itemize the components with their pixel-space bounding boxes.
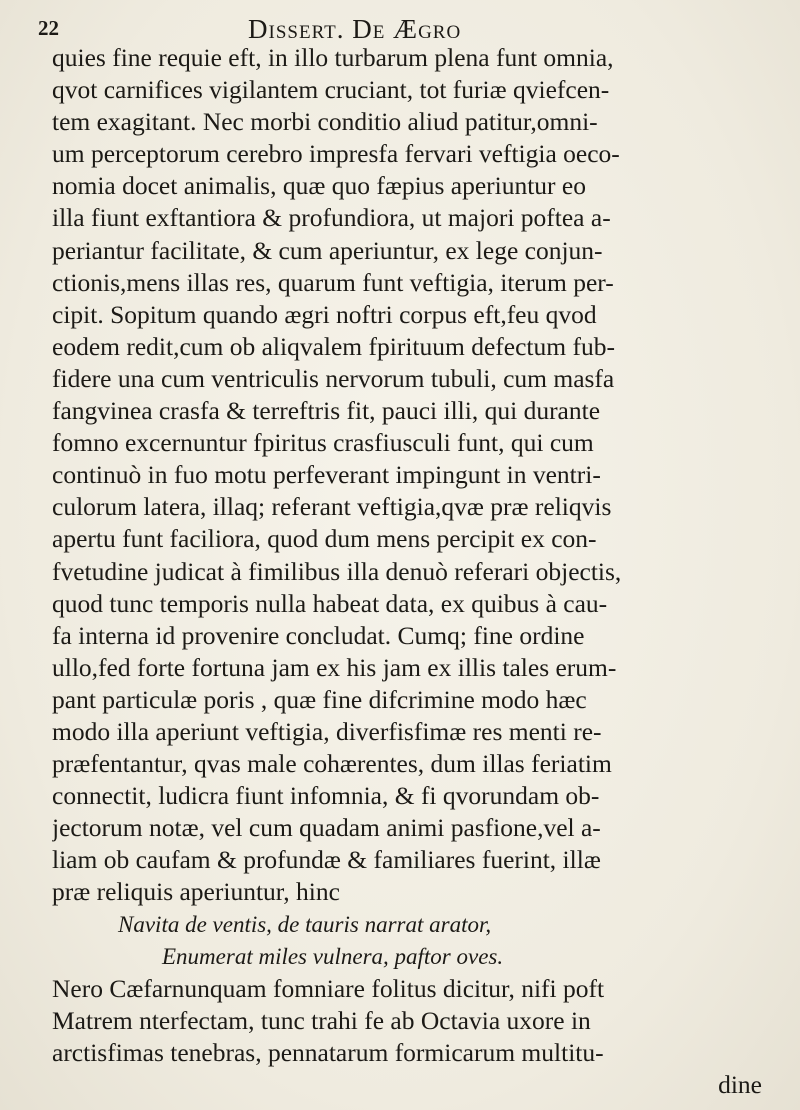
text-line: fidere una cum ventriculis nervorum tubuli, cum masfa xyxy=(52,363,615,393)
body-text xyxy=(52,42,792,1101)
text-line: fomno excernuntur fpiritus crasfiusculi funt, qui cum xyxy=(52,428,594,458)
text-line: jectorum notæ, vel cum quadam animi pasfione,vel a- xyxy=(52,813,601,843)
text-line: culorum latera, illaq; referant veftigia,qvæ præ reliqvis xyxy=(52,492,612,522)
text-line: quod tunc temporis nulla habeat data, ex quibus à cau- xyxy=(52,588,608,618)
text-line: dine xyxy=(718,1070,762,1099)
text-line: periantur facilitate, & cum aperiuntur, ex lege conjun- xyxy=(52,235,603,265)
text-line: cipit. Sopitum quando ægri noftri corpus eft,feu qvod xyxy=(52,299,597,329)
text-line: arctisfimas tenebras, pennatarum formicarum multitu- xyxy=(52,1037,604,1067)
text-line: Nero Cæfarnunquam fomniare folitus dicitur, nifi poft xyxy=(52,973,605,1003)
text-line: fa interna id provenire concludat. Cumq; fine ordine xyxy=(52,620,585,650)
text-line: ullo,fed forte fortuna jam ex his jam ex illis tales erum- xyxy=(52,652,617,682)
text-line: apertu funt faciliora, quod dum mens percipit ex con- xyxy=(52,524,597,554)
header-title: Dissert. De Ægro xyxy=(248,14,462,44)
text-line: connectit, ludicra fiunt infomnia, & fi qvorundam ob- xyxy=(52,781,600,811)
text-line: fvetudine judicat à fimilibus illa denuò referari objectis, xyxy=(52,556,622,586)
text-line: fangvinea crasfa & terreftris fit, pauci illi, qui durante xyxy=(52,396,601,426)
page-number: 22 xyxy=(38,16,59,40)
text-line: um perceptorum cerebro impresfa fervari veftigia oeco- xyxy=(52,139,620,169)
text-line: liam ob caufam & profundæ & familiares fuerint, illæ xyxy=(52,845,601,875)
text-line: Matrem nterfectam, tunc trahi fe ab Octavia uxore in xyxy=(52,1005,591,1035)
verse-line: Navita de ventis, de tauris narrat arator, xyxy=(118,911,492,937)
text-line: tem exagitant. Nec morbi conditio aliud patitur,omni- xyxy=(52,107,598,137)
text-line: eodem redit,cum ob aliqvalem fpirituum defectum fub- xyxy=(52,331,615,361)
text-line: qvot carnifices vigilantem cruciant, tot furiæ qviefcen- xyxy=(52,75,610,105)
text-line: illa fiunt exftantiora & profundiora, ut majori poftea a- xyxy=(52,203,611,233)
verse-line: Enumerat miles vulnera, paftor oves. xyxy=(162,943,504,969)
text-line: nomia docet animalis, quæ quo fæpius aperiuntur eo xyxy=(52,171,586,201)
running-head xyxy=(38,14,770,44)
text-line: pant particulæ poris , quæ fine difcrimine modo hæc xyxy=(52,684,587,714)
text-line: præ reliquis aperiuntur, hinc xyxy=(52,877,340,907)
text-line: modo illa aperiunt veftigia, diverfisfimæ res menti re- xyxy=(52,716,602,746)
text-line: quies fine requie eft, in illo turbarum plena funt omnia, xyxy=(52,43,614,72)
text-line: præfentantur, qvas male cohærentes, dum illas feriatim xyxy=(52,749,612,779)
text-line: ctionis,mens illas res, quarum funt veftigia, iterum per- xyxy=(52,267,614,297)
text-line: continuò in fuo motu perfeverant impingunt in ventri- xyxy=(52,460,601,490)
